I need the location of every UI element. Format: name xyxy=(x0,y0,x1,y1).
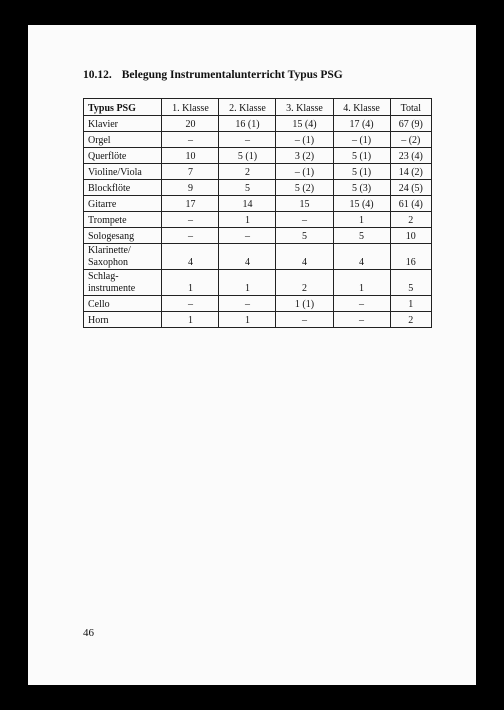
instrument-label: Klarinette/ xyxy=(88,245,131,256)
table-header-row xyxy=(84,99,432,116)
table-row xyxy=(84,244,432,270)
total-cell: 16 xyxy=(390,244,431,270)
section-heading xyxy=(83,69,343,81)
instrument-cell xyxy=(84,180,162,196)
instrument-label: Horn xyxy=(88,314,109,326)
instrument-label: Saxophon xyxy=(88,256,128,268)
klasse-3-cell: 15 xyxy=(276,196,333,212)
instrument-cell xyxy=(84,148,162,164)
instrument-label: Gitarre xyxy=(88,198,117,210)
table-row xyxy=(84,116,432,132)
klasse-3-cell: – (1) xyxy=(276,132,333,148)
klasse-4-cell: 5 (1) xyxy=(333,164,390,180)
instrument-label: instrumente xyxy=(88,282,136,294)
klasse-1-cell: – xyxy=(162,228,219,244)
klasse-2-cell: 2 xyxy=(219,164,276,180)
klasse-2-cell: – xyxy=(219,296,276,312)
klasse-3-cell: 1 (1) xyxy=(276,296,333,312)
klasse-1-cell: – xyxy=(162,212,219,228)
instrument-label: Trompete xyxy=(88,214,127,226)
klasse-3-cell: – xyxy=(276,212,333,228)
instrument-cell xyxy=(84,132,162,148)
instrument-label: Schlag- xyxy=(88,271,119,282)
klasse-4-cell: – (1) xyxy=(333,132,390,148)
total-cell: 24 (5) xyxy=(390,180,431,196)
klasse-1-cell: 10 xyxy=(162,148,219,164)
klasse-2-cell: 1 xyxy=(219,212,276,228)
document-page xyxy=(28,25,476,685)
total-cell: 23 (4) xyxy=(390,148,431,164)
instrument-label: Blockflöte xyxy=(88,182,131,194)
klasse-2-cell: 16 (1) xyxy=(219,116,276,132)
table-row xyxy=(84,296,432,312)
instrument-label: Sologesang xyxy=(88,230,135,242)
table-row xyxy=(84,180,432,196)
instrument-label: Cello xyxy=(88,298,110,310)
column-header-klasse-4: 4. Klasse xyxy=(333,99,390,116)
instrument-label: Violine/Viola xyxy=(88,166,142,178)
klasse-4-cell: 5 xyxy=(333,228,390,244)
instrument-label: Klavier xyxy=(88,118,118,130)
klasse-4-cell: – xyxy=(333,296,390,312)
instrument-cell xyxy=(84,244,162,270)
klasse-4-cell: 15 (4) xyxy=(333,196,390,212)
total-cell: 1 xyxy=(390,296,431,312)
instrument-cell xyxy=(84,116,162,132)
klasse-2-cell: – xyxy=(219,132,276,148)
klasse-4-cell: 1 xyxy=(333,212,390,228)
klasse-3-cell: 2 xyxy=(276,270,333,296)
instrument-cell xyxy=(84,212,162,228)
klasse-4-cell: 5 (3) xyxy=(333,180,390,196)
klasse-4-cell: – xyxy=(333,312,390,328)
klasse-4-cell: 17 (4) xyxy=(333,116,390,132)
instrument-cell xyxy=(84,312,162,328)
section-title: Belegung Instrumentalunterricht Typus PSG xyxy=(121,69,343,81)
instrument-cell xyxy=(84,196,162,212)
klasse-1-cell: – xyxy=(162,296,219,312)
klasse-3-cell: 5 xyxy=(276,228,333,244)
total-cell: 10 xyxy=(390,228,431,244)
total-cell: 14 (2) xyxy=(390,164,431,180)
column-header-typus: Typus PSG xyxy=(84,99,162,116)
klasse-3-cell: 4 xyxy=(276,244,333,270)
total-cell: 67 (9) xyxy=(390,116,431,132)
instrument-cell xyxy=(84,296,162,312)
instrument-cell xyxy=(84,228,162,244)
klasse-3-cell: 5 (2) xyxy=(276,180,333,196)
table-row xyxy=(84,196,432,212)
total-cell: 2 xyxy=(390,312,431,328)
table-row xyxy=(84,270,432,296)
klasse-4-cell: 5 (1) xyxy=(333,148,390,164)
klasse-3-cell: – (1) xyxy=(276,164,333,180)
instrument-cell xyxy=(84,270,162,296)
column-header-klasse-3: 3. Klasse xyxy=(276,99,333,116)
klasse-2-cell: 5 (1) xyxy=(219,148,276,164)
klasse-1-cell: 4 xyxy=(162,244,219,270)
klasse-3-cell: 15 (4) xyxy=(276,116,333,132)
column-header-total: Total xyxy=(390,99,431,116)
klasse-2-cell: – xyxy=(219,228,276,244)
klasse-1-cell: 20 xyxy=(162,116,219,132)
table-row xyxy=(84,212,432,228)
klasse-1-cell: 7 xyxy=(162,164,219,180)
table-row xyxy=(84,228,432,244)
klasse-2-cell: 5 xyxy=(219,180,276,196)
table-row xyxy=(84,164,432,180)
total-cell: – (2) xyxy=(390,132,431,148)
total-cell: 5 xyxy=(390,270,431,296)
klasse-2-cell: 14 xyxy=(219,196,276,212)
klasse-1-cell: 1 xyxy=(162,270,219,296)
instrument-table xyxy=(83,98,432,328)
column-header-klasse-2: 2. Klasse xyxy=(219,99,276,116)
total-cell: 2 xyxy=(390,212,431,228)
klasse-2-cell: 1 xyxy=(219,270,276,296)
table-row xyxy=(84,148,432,164)
klasse-1-cell: 1 xyxy=(162,312,219,328)
table-body xyxy=(84,116,432,328)
klasse-3-cell: – xyxy=(276,312,333,328)
klasse-4-cell: 4 xyxy=(333,244,390,270)
klasse-2-cell: 4 xyxy=(219,244,276,270)
column-header-klasse-1: 1. Klasse xyxy=(162,99,219,116)
instrument-label: Orgel xyxy=(88,134,111,146)
table-row xyxy=(84,312,432,328)
instrument-label: Querflöte xyxy=(88,150,127,162)
instrument-cell xyxy=(84,164,162,180)
klasse-4-cell: 1 xyxy=(333,270,390,296)
klasse-1-cell: – xyxy=(162,132,219,148)
section-number: 10.12. xyxy=(83,69,112,81)
klasse-1-cell: 17 xyxy=(162,196,219,212)
table-row xyxy=(84,132,432,148)
klasse-2-cell: 1 xyxy=(219,312,276,328)
klasse-1-cell: 9 xyxy=(162,180,219,196)
page-number: 46 xyxy=(83,627,94,639)
total-cell: 61 (4) xyxy=(390,196,431,212)
klasse-3-cell: 3 (2) xyxy=(276,148,333,164)
